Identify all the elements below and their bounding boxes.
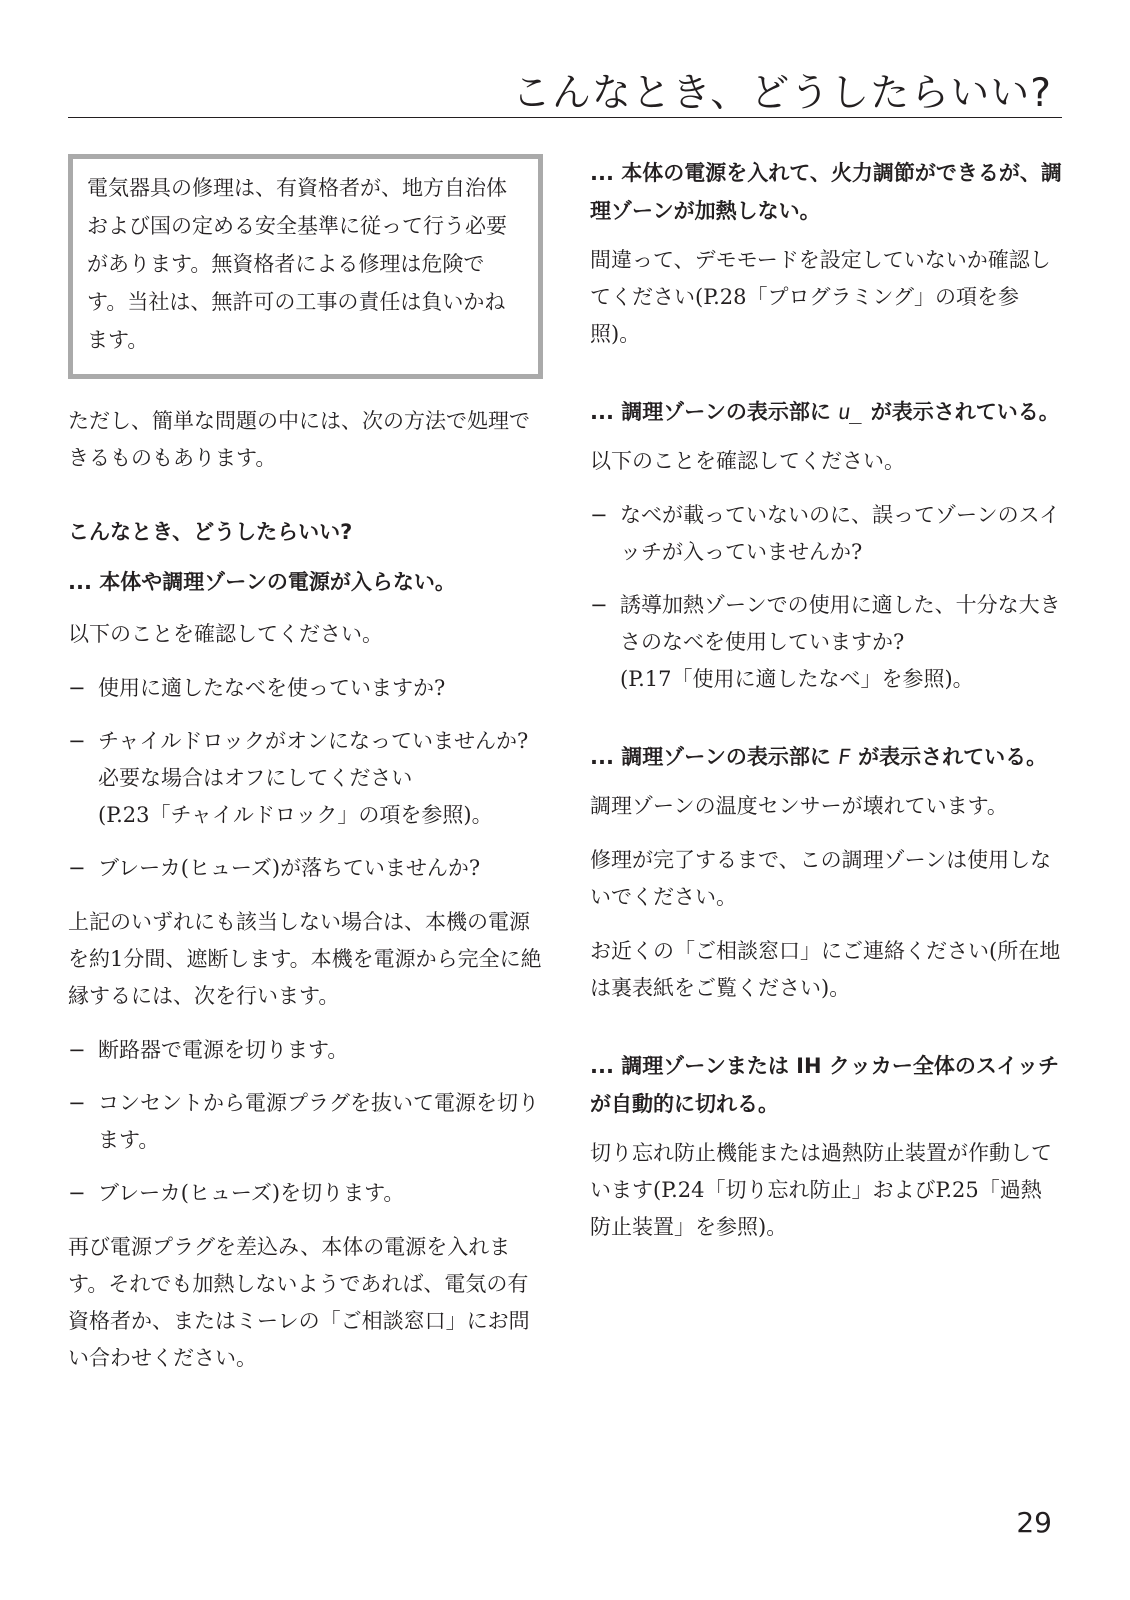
- auto-off-text: 切り忘れ防止機能または過熱防止装置が作動しています(P.24「切り忘れ防止」およびP.25「過熱防止装置」を参照)。: [590, 1141, 1052, 1239]
- sensor-text: 調理ゾーンの温度センサーが壊れています。: [590, 794, 1008, 818]
- heading-text: ... 調理ゾーンの表示部に: [590, 400, 831, 424]
- list-item: [68, 1175, 543, 1212]
- f-symbol-icon: F: [836, 745, 853, 769]
- auto-off-heading: ... 調理ゾーンまたは IH クッカー全体のスイッチが自動的に切れる。: [590, 1054, 1059, 1116]
- dash-mark: −: [68, 676, 86, 700]
- heading-text: が表示されている。: [858, 745, 1048, 769]
- final-text: 再び電源プラグを差込み、本体の電源を入れます。それでも加熱しないようであれば、電気の有資格者か、またはミーレの「ご相談窓口」にお問い合わせください。: [68, 1235, 530, 1370]
- page-title: こんなとき、どうしたらいい?: [511, 71, 1052, 116]
- dash-mark: −: [68, 856, 86, 880]
- list-item: [590, 497, 1062, 571]
- notice-text: 電気器具の修理は、有資格者が、地方自治体および国の定める安全基準に従って行う必要があります。無資格者による修理は危険です。当社は、無許可の工事の責任は負いかねます。: [87, 176, 507, 352]
- check-text: 以下のことを確認してください。: [68, 622, 383, 646]
- list-item: [68, 1085, 543, 1159]
- check-text: 以下のことを確認してください。: [590, 449, 905, 473]
- disconnect-text: 上記のいずれにも該当しない場合は、本機の電源を約1分間、遮断します。本機を電源から完全に絶縁するには、次を行います。: [68, 910, 542, 1008]
- do-not-use-text: 修理が完了するまで、この調理ゾーンは使用しないでください。: [590, 848, 1052, 909]
- page-number: 29: [1016, 1506, 1052, 1539]
- dash-mark: −: [68, 729, 86, 753]
- list-item-text: (P.23「チャイルドロック」の項を参照)。: [98, 803, 493, 827]
- list-item: [68, 1032, 543, 1069]
- list-item-text: 必要な場合はオフにしてください: [98, 766, 413, 790]
- no-heat-heading: ... 本体の電源を入れて、火力調節ができるが、調理ゾーンが加熱しない。: [590, 161, 1062, 223]
- heading-text: ... 調理ゾーンの表示部に: [590, 745, 831, 769]
- list-item-text: 使用に適したなべを使っていますか?: [98, 676, 446, 700]
- dash-mark: −: [68, 1038, 86, 1062]
- list-item: [590, 587, 1062, 698]
- list-item-text: 誘導加熱ゾーンでの使用に適した、十分な大きさのなべを使用していますか?: [620, 593, 1061, 654]
- u-check-list: [590, 497, 1062, 698]
- no-power-heading: ... 本体や調理ゾーンの電源が入らない。: [68, 570, 456, 594]
- u-symbol-heading: [590, 393, 1062, 431]
- list-item-text: ブレーカ(ヒューズ)を切ります。: [98, 1181, 405, 1205]
- notice-box: [68, 154, 543, 379]
- right-column: [590, 154, 1062, 1263]
- dash-mark: −: [590, 593, 608, 617]
- dash-mark: −: [68, 1181, 86, 1205]
- steps-list: [68, 1032, 543, 1212]
- left-column: [68, 154, 543, 1394]
- list-item-text: ブレーカ(ヒューズ)が落ちていませんか?: [98, 856, 481, 880]
- list-item-text: なべが載っていないのに、誤ってゾーンのスイッチが入っていませんか?: [620, 503, 1061, 564]
- list-item: [68, 850, 543, 887]
- u-symbol-icon: u̲: [836, 400, 866, 424]
- list-item: [68, 723, 543, 834]
- intro-text: ただし、簡単な問題の中には、次の方法で処理できるものもあります。: [68, 409, 530, 470]
- heading-text: が表示されている。: [870, 400, 1060, 424]
- list-item-text: (P.17「使用に適したなべ」を参照)。: [620, 667, 974, 691]
- contact-text: お近くの「ご相談窓口」にご連絡ください(所在地は裏表紙をご覧ください)。: [590, 939, 1061, 1000]
- list-item-text: チャイルドロックがオンになっていませんか?: [98, 729, 529, 753]
- section-heading: こんなとき、どうしたらいい?: [68, 520, 353, 544]
- f-symbol-heading: [590, 738, 1062, 776]
- title-rule: [68, 117, 1062, 118]
- list-item-text: コンセントから電源プラグを抜いて電源を切ります。: [98, 1091, 539, 1152]
- check-list: [68, 670, 543, 887]
- dash-mark: −: [590, 503, 608, 527]
- demo-mode-text: 間違って、デモモードを設定していないか確認してください(P.28「プログラミング」の項を参照)。: [590, 248, 1051, 346]
- list-item-text: 断路器で電源を切ります。: [98, 1038, 349, 1062]
- dash-mark: −: [68, 1091, 86, 1115]
- list-item: [68, 670, 543, 707]
